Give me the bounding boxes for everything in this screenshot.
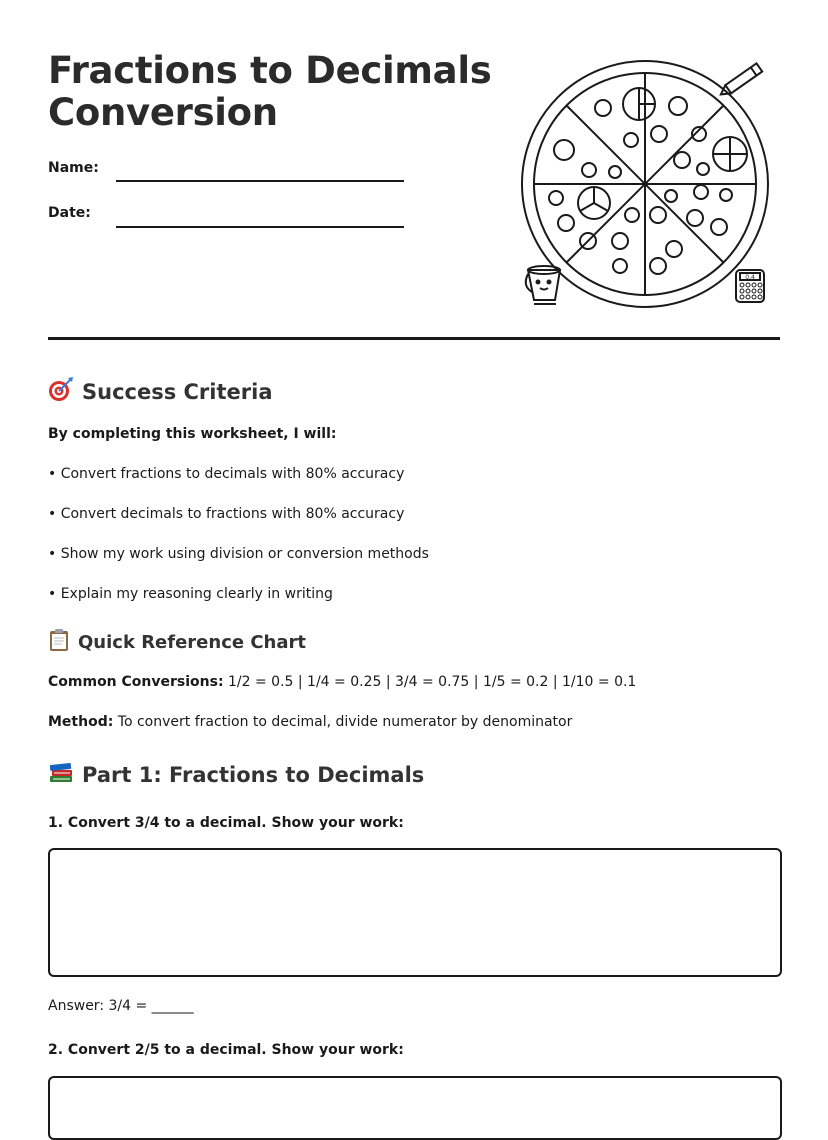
clipboard-icon [48, 628, 70, 657]
part1-title: Part 1: Fractions to Decimals [82, 762, 425, 787]
name-label: Name: [48, 160, 99, 176]
name-field[interactable] [116, 180, 404, 182]
criteria-intro: By completing this worksheet, I will: [48, 426, 337, 442]
date-label: Date: [48, 205, 91, 221]
criteria-item: • Explain my reasoning clearly in writing [48, 586, 333, 602]
question-1-answer[interactable]: Answer: 3/4 = ______ [48, 998, 194, 1014]
question-1-work-area[interactable] [48, 848, 782, 977]
date-field[interactable] [116, 226, 404, 228]
method-label: Method: [48, 714, 114, 730]
calculator-display: 0.4 [745, 274, 755, 281]
books-icon [48, 760, 74, 789]
criteria-item: • Convert fractions to decimals with 80% accuracy [48, 466, 405, 482]
title-line-1: Fractions to Decimals [48, 49, 492, 92]
question-2-prompt: 2. Convert 2/5 to a decimal. Show your work: [48, 1042, 404, 1058]
method-line [48, 714, 572, 730]
header-divider [48, 337, 780, 340]
pizza-icon [520, 58, 776, 310]
quick-reference-heading [48, 628, 306, 657]
part1-heading [48, 760, 424, 789]
question-2-work-area[interactable] [48, 1076, 782, 1140]
common-conversions [48, 674, 636, 690]
target-dart-icon [48, 376, 74, 407]
common-conversions-text: 1/2 = 0.5 | 1/4 = 0.25 | 3/4 = 0.75 | 1/5 = 0.2 | 1/10 = 0.1 [223, 674, 637, 690]
success-criteria-title: Success Criteria [82, 379, 273, 404]
common-conversions-label: Common Conversions: [48, 674, 224, 690]
worksheet-title [48, 50, 508, 134]
quick-reference-title: Quick Reference Chart [78, 632, 306, 653]
success-criteria-heading [48, 376, 273, 407]
method-text: To convert fraction to decimal, divide numerator by denominator [113, 714, 573, 730]
title-line-2: Conversion [48, 91, 278, 134]
question-1-prompt: 1. Convert 3/4 to a decimal. Show your work: [48, 815, 404, 831]
criteria-item: • Convert decimals to fractions with 80% accuracy [48, 506, 405, 522]
criteria-item: • Show my work using division or conversion methods [48, 546, 429, 562]
pizza-illustration [520, 58, 776, 310]
